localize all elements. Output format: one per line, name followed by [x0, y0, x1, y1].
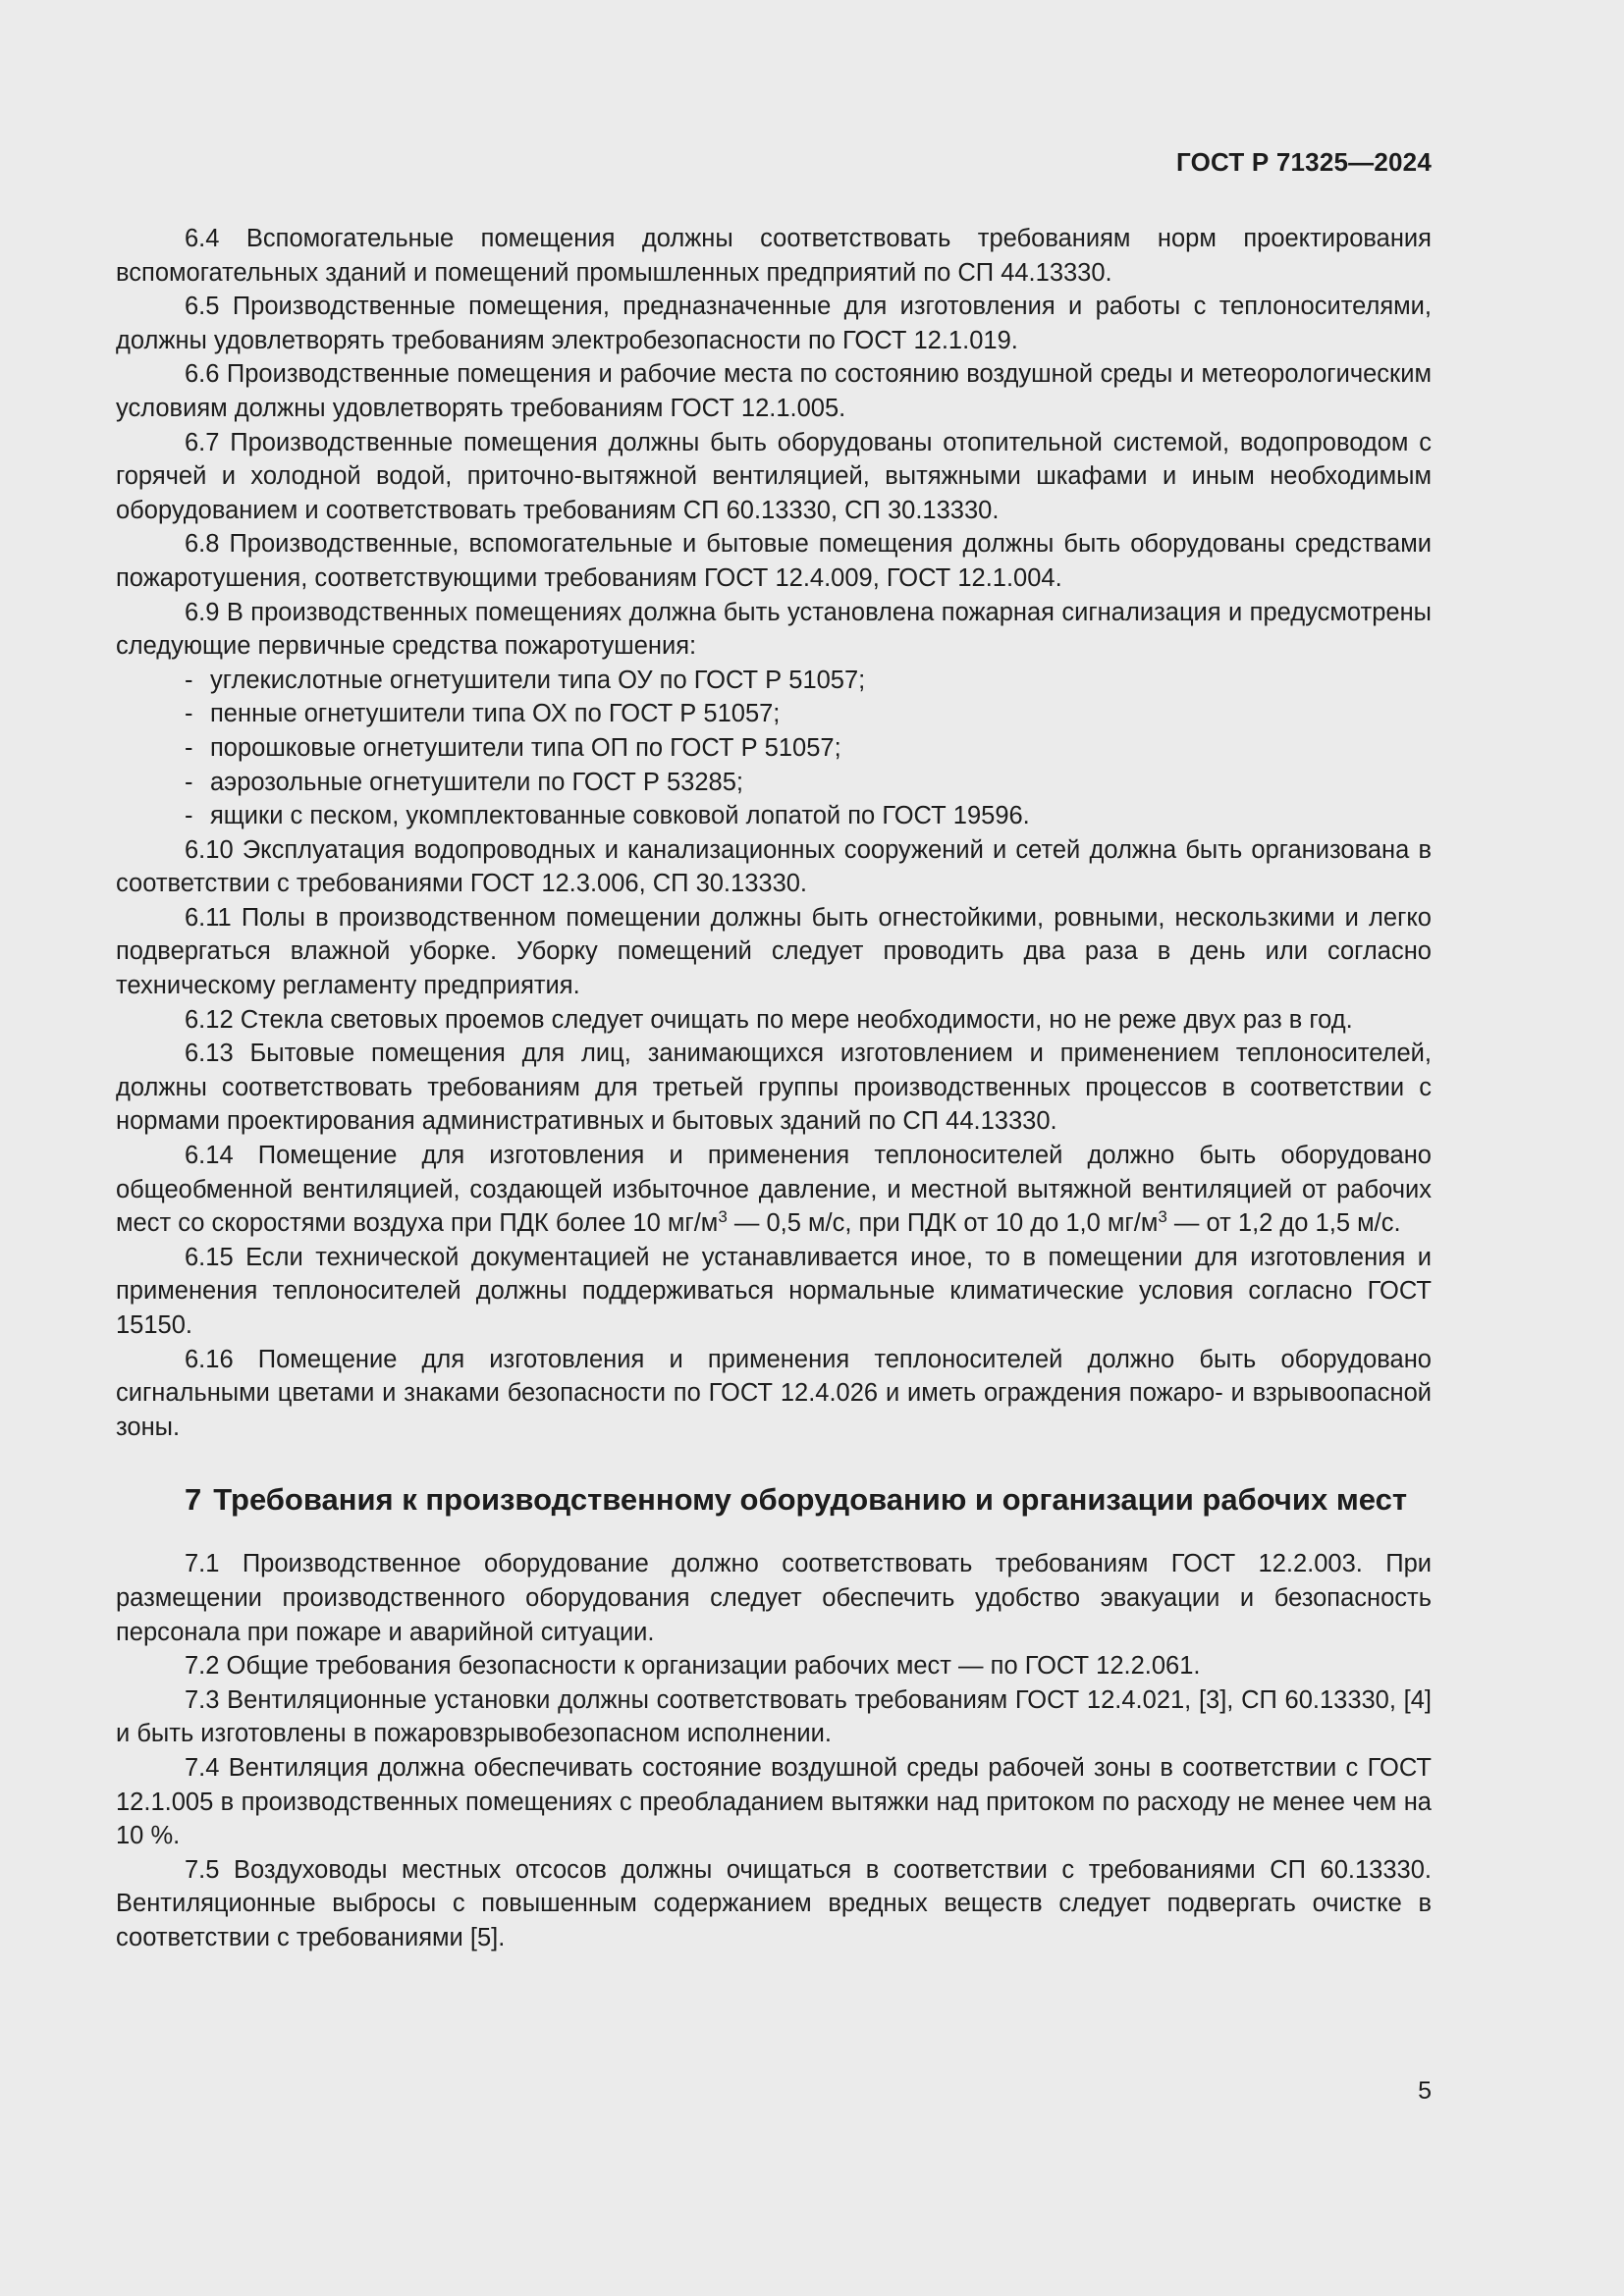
clause-number: 6.13 — [185, 1040, 234, 1068]
clause-text: Если технической документацией не устанавливается иное, то в помещении для изготовления и применения теплоносителей должны поддерживаться нормальные климатические условия согласно ГОСТ 15150. — [116, 1243, 1432, 1339]
paragraph-6-9 — [116, 596, 1432, 664]
paragraph-7-2 — [116, 1649, 1432, 1683]
document-header: ГОСТ Р 71325—2024 — [1176, 147, 1432, 177]
clause-text: Производственные помещения, предназначенные для изготовления и работы с теплоносителями, должны удовлетворять требованиям электробезопасности по ГОСТ 12.1.019. — [116, 293, 1432, 354]
clause-number: 6.16 — [185, 1345, 234, 1373]
list-item: - аэрозольные огнетушители по ГОСТ Р 53285; — [116, 766, 1432, 800]
clause-text: Воздуховоды местных отсосов должны очищаться в соответствии с требованиями СП 60.13330. Вентиляционные выбросы с повышенным содержанием вредных веществ следует подвергать очистке в соответствии с требованиями [5]. — [116, 1855, 1432, 1951]
paragraph-6-8 — [116, 527, 1432, 595]
clause-number: 6.11 — [185, 903, 232, 932]
paragraph-6-5 — [116, 290, 1432, 357]
page-number: 5 — [1418, 2077, 1432, 2105]
clause-text: Вспомогательные помещения должны соответствовать требованиям норм проектирования вспомогательных зданий и помещений промышленных предприятий по СП 44.13330. — [116, 225, 1432, 287]
list-item: - углекислотные огнетушители типа ОУ по ГОСТ Р 51057; — [116, 664, 1432, 698]
section-7-heading — [116, 1479, 1432, 1520]
clause-number: 6.6 — [185, 360, 220, 389]
paragraph-6-15 — [116, 1241, 1432, 1343]
clause-text: Помещение для изготовления и применения теплоносителей должно быть оборудовано сигнальными цветами и знаками безопасности по ГОСТ 12.4.026 и иметь ограждения пожаро- и взрывоопасной зоны. — [116, 1345, 1432, 1441]
clause-number: 7.1 — [185, 1550, 220, 1578]
superscript: 3 — [1158, 1207, 1167, 1227]
paragraph-6-11 — [116, 901, 1432, 1003]
paragraph-7-3 — [116, 1683, 1432, 1751]
clause-number: 6.5 — [185, 293, 220, 321]
clause-text: Эксплуатация водопроводных и канализационных сооружений и сетей должна быть организована в соответствии с требованиями ГОСТ 12.3.006, СП 30.13330. — [116, 835, 1432, 898]
clause-text: Стекла световых проемов следует очищать по мере необходимости, но не реже двух раз в год. — [240, 1005, 1353, 1034]
list-dash: - — [185, 700, 193, 728]
clause-text: Производственные, вспомогательные и бытовые помещения должны быть оборудованы средствами пожаротушения, соответствующими требованиям ГОСТ 12.4.009, ГОСТ 12.1.004. — [116, 530, 1432, 592]
clause-text: Производственные помещения должны быть оборудованы отопительной системой, водопроводом с горячей и холодной водой, приточно-вытяжной вентиляцией, вытяжными шкафами и иным необходимым оборудованием и соответствовать требованиям СП 60.13330, СП 30.13330. — [116, 428, 1432, 524]
clause-number: 6.9 — [185, 598, 220, 626]
paragraph-7-1 — [116, 1547, 1432, 1649]
superscript: 3 — [718, 1207, 728, 1227]
clause-text: Вентиляционные установки должны соответствовать требованиям ГОСТ 12.4.021, [3], СП 60.13330, [4] и быть изготовлены в пожаровзрывобезопасном исполнении. — [116, 1685, 1432, 1748]
extinguisher-list — [116, 664, 1432, 833]
clause-number: 6.15 — [185, 1243, 234, 1271]
list-item: - ящики с песком, укомплектованные совковой лопатой по ГОСТ 19596. — [116, 799, 1432, 833]
clause-number: 6.4 — [185, 225, 220, 252]
clause-text: Производственные помещения и рабочие места по состоянию воздушной среды и метеорологическим условиям должны удовлетворять требованиям ГОСТ 12.1.005. — [116, 360, 1432, 422]
paragraph-7-5 — [116, 1853, 1432, 1955]
clause-text: Вентиляция должна обеспечивать состояние воздушной среды рабочей зоны в соответствии с ГОСТ 12.1.005 в производственных помещениях с преобладанием вытяжки над притоком по расходу не менее чем на 10 %. — [116, 1753, 1432, 1850]
list-dash: - — [185, 802, 193, 830]
clause-number: 6.7 — [185, 428, 220, 456]
paragraph-6-4 — [116, 222, 1432, 290]
clause-number: 6.8 — [185, 530, 220, 559]
clause-text: Общие требования безопасности к организации рабочих мест — по ГОСТ 12.2.061. — [226, 1652, 1201, 1681]
document-page — [116, 0, 1432, 2296]
clause-number: 7.4 — [185, 1753, 220, 1782]
paragraph-6-7 — [116, 426, 1432, 528]
clause-text: В производственных помещениях должна быть установлена пожарная сигнализация и предусмотрены следующие первичные средства пожаротушения: — [116, 598, 1432, 661]
document-body — [116, 222, 1432, 1955]
clause-number: 6.10 — [185, 835, 234, 864]
list-item: - пенные огнетушители типа ОХ по ГОСТ Р 51057; — [116, 697, 1432, 731]
section-title-text: Требования к производственному оборудованию и организации рабочих мест — [213, 1482, 1408, 1518]
list-dash: - — [185, 733, 193, 762]
paragraph-6-13 — [116, 1037, 1432, 1139]
paragraph-7-4 — [116, 1751, 1432, 1853]
paragraph-6-12 — [116, 1003, 1432, 1038]
paragraph-6-14: 6.14 Помещение для изготовления и применения теплоносителей должно быть оборудовано общеобменной вентиляцией, создающей избыточное давление, и местной вытяжной вентиляцией от рабочих мест со скоростями воздуха при ПДК более 10 $мг/м^3$ — 0,5 м/с, при ПДК от 10 до 1,0 $мг/м^3$ — от 1,2 до 1,5 м/с. — [116, 1142, 1432, 1238]
clause-text: Бытовые помещения для лиц, занимающихся изготовлением и применением теплоносителей, должны соответствовать требованиям для третьей группы производственных процессов в соответствии с нормами проектирования административных и бытовых зданий по СП 44.13330. — [116, 1040, 1432, 1136]
clause-number: 7.2 — [185, 1652, 220, 1681]
section-number: 7 — [185, 1482, 202, 1518]
clause-number: 6.14 — [185, 1142, 234, 1170]
clause-number: 7.3 — [185, 1685, 220, 1714]
clause-number: 6.12 — [185, 1005, 234, 1034]
clause-text: Полы в производственном помещении должны быть огнестойкими, ровными, нескользкими и легко подвергаться влажной уборке. Уборку помещений следует проводить два раза в день или согласно техническому регламенту предприятия. — [116, 903, 1432, 1000]
paragraph-6-16 — [116, 1343, 1432, 1445]
list-dash: - — [185, 666, 193, 694]
clause-text: Производственное оборудование должно соответствовать требованиям ГОСТ 12.2.003. При размещении производственного оборудования следует обеспечить удобство эвакуации и безопасность персонала при пожаре и аварийной ситуации. — [116, 1550, 1432, 1646]
list-dash: - — [185, 768, 193, 796]
paragraph-6-6 — [116, 357, 1432, 425]
list-item: - порошковые огнетушители типа ОП по ГОСТ Р 51057; — [116, 731, 1432, 766]
paragraph-6-10 — [116, 833, 1432, 901]
clause-number: 7.5 — [185, 1855, 220, 1884]
